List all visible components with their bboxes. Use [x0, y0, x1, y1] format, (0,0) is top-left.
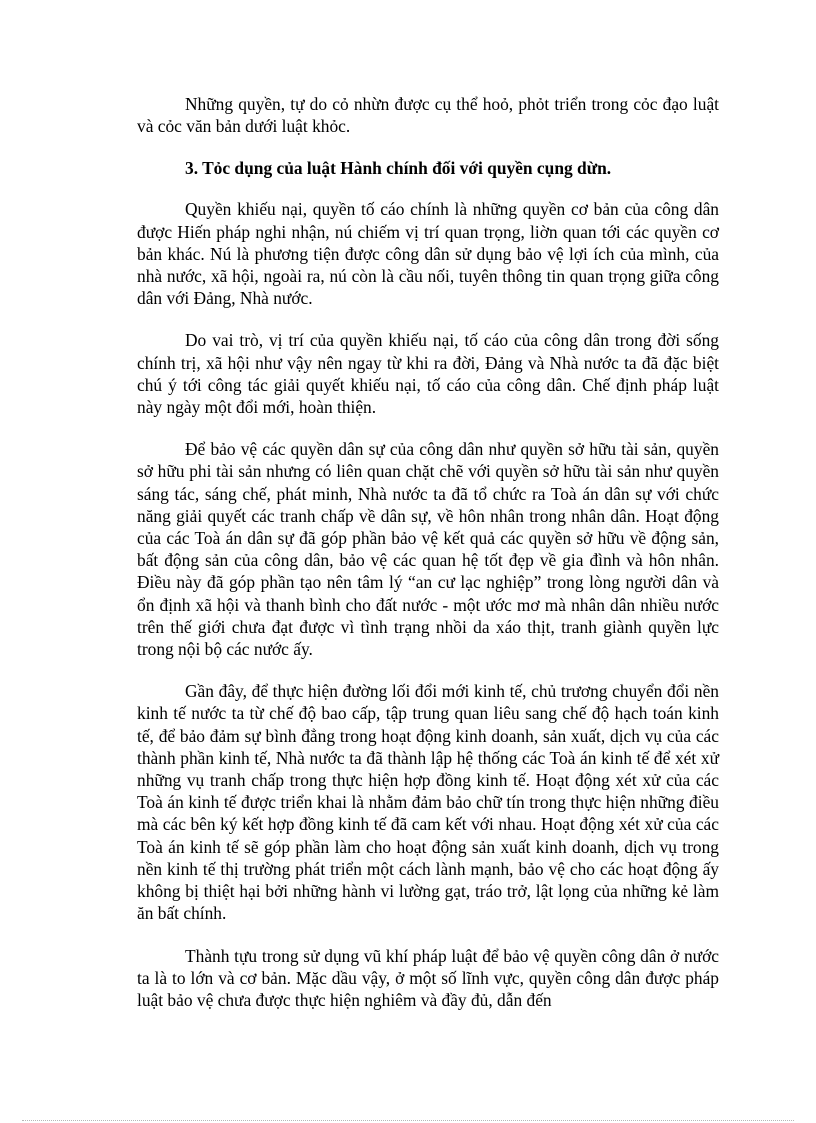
paragraph-6: Thành tựu trong sử dụng vũ khí pháp luật để bảo vệ quyền công dân ở nước ta là to lớn và cơ bản. Mặc dầu vậy, ở một số lĩnh vực, quyền công dân được pháp luật bảo vệ chưa được thực hiện nghiêm và đầy đủ, dẫn đến — [137, 945, 719, 1010]
paragraph-1: Những quyền, tự do cỏ nhừn được cụ thể hoỏ, phỏt triển trong cỏc đạo luật và cỏc văn bản dưới luật khỏc. — [137, 94, 719, 137]
paragraph-2: Quyền khiếu nại, quyền tố cáo chính là những quyền cơ bản của công dân được Hiến pháp nghi nhận, nú chiếm vị trí quan trọng, liờn quan tới các quyền cơ bản khác. Nú là phương tiện được công dân sử dụng bảo vệ lợi ích của mình, của nhà nước, xã hội, ngoài ra, nú còn là cầu nối, tuyên thông tin quan trọng giữa công dân với Đảng, Nhà nước. — [137, 199, 719, 309]
section-heading: 3. Tỏc dụng của luật Hành chính đối với quyền cụng dừn. — [185, 158, 612, 179]
paragraph-3: Do vai trò, vị trí của quyền khiếu nại, tố cáo của công dân trong đời sống chính trị, xã hội như vậy nên ngay từ khi ra đời, Đảng và Nhà nước ta đã đặc biệt chú ý tới công tác giải quyết khiếu nại, tố cáo của công dân. Chế định pháp luật này ngày một đổi mới, hoàn thiện. — [137, 330, 719, 418]
paragraph-5: Gần đây, để thực hiện đường lối đổi mới kinh tế, chủ trương chuyển đổi nền kinh tế nước ta từ chế độ bao cấp, tập trung quan liêu sang chế độ hạch toán kinh tế, để bảo đảm sự bình đẳng trong hoạt động kinh doanh, sản xuất, dịch vụ của các thành phần kinh tế, Nhà nước ta đã thành lập hệ thống các Toà án kinh tế để xét xử những vụ tranh chấp trong thực hiện hợp đồng kinh tế. Hoạt động xét xử của các Toà án kinh tế được triển khai là nhằm đảm bảo chữ tín trong thực hiện những điều mà các bên ký kết hợp đồng kinh tế đã cam kết với nhau. Hoạt động xét xử của các Toà án kinh tế sẽ góp phần làm cho hoạt động sản xuất kinh doanh, dịch vụ trong nền kinh tế thị trường phát triển một cách lành mạnh, bảo vệ cho các hoạt động ấy không bị thiệt hại bởi những hành vi lường gạt, tráo trở, lật lọng của những kẻ làm ăn bất chính. — [137, 681, 719, 924]
document-page — [137, 93, 719, 1031]
paragraph-4: Để bảo vệ các quyền dân sự của công dân như quyền sở hữu tài sản, quyền sở hữu phi tài sản nhưng có liên quan chặt chẽ với quyền sở hữu tài sản như quyền sáng tác, sáng chế, phát minh, Nhà nước ta đã tổ chức ra Toà án dân sự với chức năng giải quyết các tranh chấp về dân sự, về hôn nhân trong nhân dân. Hoạt động của các Toà án dân sự đã góp phần bảo vệ kết quả các quyền sở hữu về động sản, bất động sản của công dân, bảo vệ các quan hệ tốt đẹp về gia đình và hôn nhân. Điều này đã góp phần tạo nên tâm lý “an cư lạc nghiệp” trong lòng người dân và ổn định xã hội và thanh bình cho đất nước - một ước mơ mà nhân dân nhiều nước trên thế giới chưa đạt được vì tình trạng nhồi da xáo thịt, tranh giành quyền lực trong nội bộ các nước ấy. — [137, 439, 719, 660]
page-bottom-divider — [22, 1120, 794, 1121]
